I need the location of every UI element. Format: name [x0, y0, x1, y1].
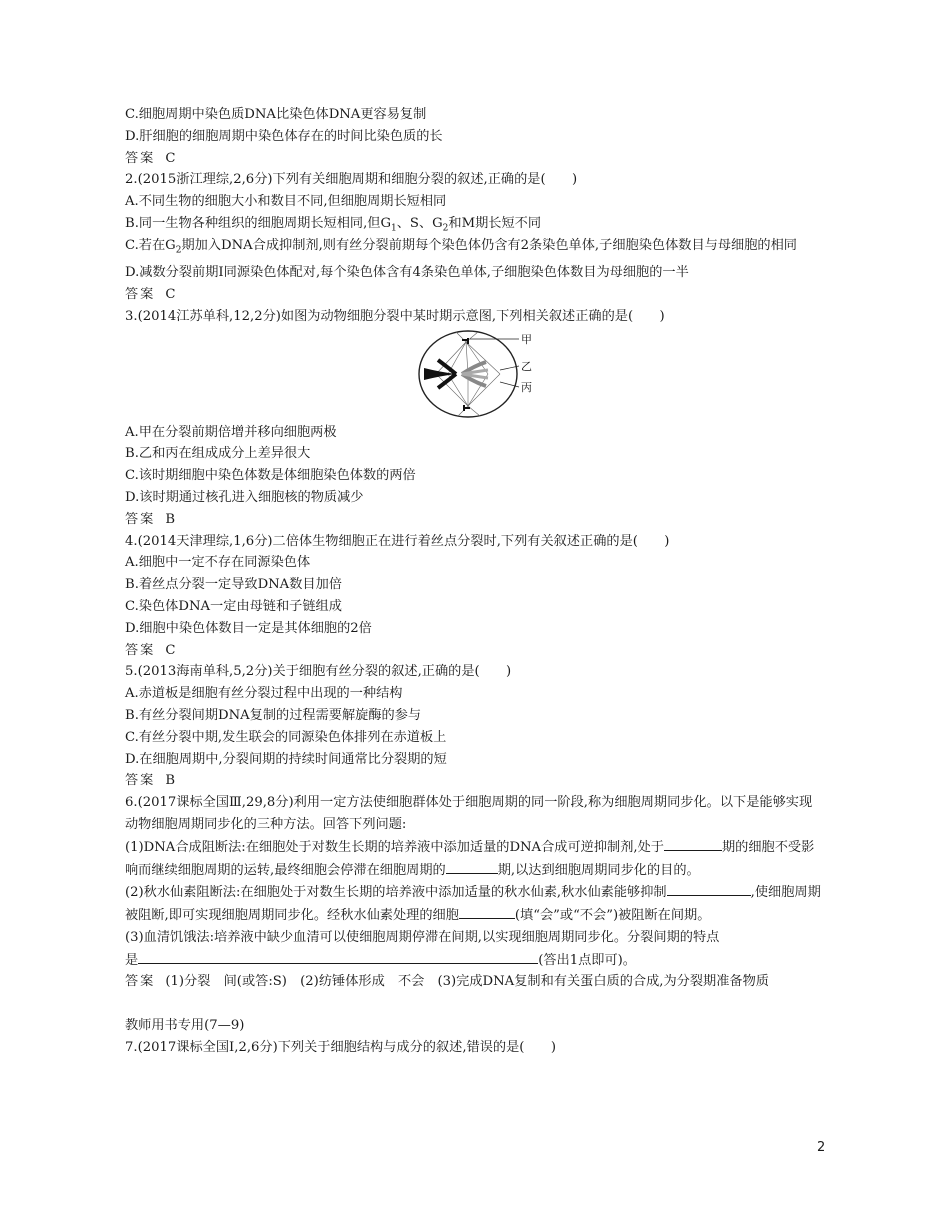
answer-blank[interactable]	[459, 904, 515, 919]
answer-value: B	[165, 773, 176, 789]
q2-option-c-part: C.若在G	[125, 237, 176, 253]
subscript: 1	[390, 223, 397, 234]
q3-option-b: B.乙和丙在组成成分上差异很大	[125, 446, 311, 462]
cell-division-figure	[125, 328, 825, 422]
answer-blank[interactable]	[138, 949, 538, 964]
q4-option-d: D.细胞中染色体数目一定是其体细胞的2倍	[125, 620, 372, 636]
q4-option-b: B.着丝点分裂一定导致DNA数目加倍	[125, 577, 342, 593]
q5-option-c: C.有丝分裂中期,发生联会的同源染色体排列在赤道板上	[125, 729, 447, 745]
q2-option-b-part: 、S、G	[396, 215, 443, 231]
q5-option-d: D.在细胞周期中,分裂间期的持续时间通常比分裂期的短	[125, 751, 447, 767]
answer-value: C	[165, 642, 176, 658]
q6-part-3: (3)血清饥饿法:培养液中缺少血清可以使细胞周期停滞在间期,以实现细胞周期同步化。分裂间期的特点	[125, 929, 720, 945]
q4-option-a: A.细胞中一定不存在同源染色体	[125, 555, 311, 571]
q1-option-c: C.细胞周期中染色质DNA比染色体DNA更容易复制	[125, 107, 427, 122]
q5-stem: 5.(2013海南单科,5,2分)关于细胞有丝分裂的叙述,正确的是( )	[125, 664, 512, 680]
q6-part-2-text: ,使细胞周期被阻断,即可实现细胞周期同步化。经秋水仙素处理的细胞	[125, 885, 821, 924]
answer-label: 答案	[125, 642, 156, 658]
q2-stem: 2.(2015浙江理综,2,6分)下列有关细胞周期和细胞分裂的叙述,正确的是( )	[125, 172, 578, 188]
answer-label: 答案	[125, 973, 156, 989]
q2-option-d: D.减数分裂前期Ⅰ同源染色体配对,每个染色体含有4条染色单体,子细胞染色体数目为母细胞的一半	[125, 265, 689, 281]
q6-part-2	[125, 881, 825, 927]
q6-stem: 6.(2017课标全国Ⅲ,29,8分)利用一定方法使细胞群体处于细胞周期的同一阶段,称为细胞周期同步化。以下是能够实现动物细胞周期同步化的三种方法。回答下列问题:	[125, 795, 813, 832]
answer-value: C	[165, 287, 176, 303]
subscript: 2	[442, 223, 449, 234]
q2-option-c	[125, 235, 825, 262]
q2-option-c-part: 期加入DNA合成抑制剂,则有丝分裂前期每个染色体仍含有2条染色单体,子细胞染色体数目与母细胞的相同	[181, 237, 797, 253]
answer-value: C	[165, 150, 176, 166]
subscript: 2	[175, 245, 182, 256]
q3-option-a: A.甲在分裂前期倍增并移向细胞两极	[125, 424, 337, 440]
q3-stem: 3.(2014江苏单科,12,2分)如图为动物细胞分裂中某时期示意图,下列相关叙述正确的是( )	[125, 308, 665, 324]
answer-value: (1)分裂 间(或答:S) (2)纺锤体形成 不会 (3)完成DNA复制和有关蛋白质的合成,为分裂期准备物质	[165, 973, 769, 989]
q6-part-3-text: 是	[125, 952, 139, 968]
chromosome-dark	[424, 360, 456, 388]
q3-option-c: C.该时期细胞中染色体数是体细胞染色体数的两倍	[125, 468, 416, 484]
q2-option-b	[125, 213, 825, 235]
q6-part-2-text: (2)秋水仙素阻断法:在细胞处于对数生长期的培养液中添加适量的秋水仙素,秋水仙素能够抑制	[125, 885, 667, 901]
q4-stem: 4.(2014天津理综,1,6分)二倍体生物细胞正在进行着丝点分裂时,下列有关叙述正确的是( )	[125, 533, 670, 549]
q3-answer	[125, 509, 825, 531]
q2-option-a: A.不同生物的细胞大小和数目不同,但细胞周期长短相同	[125, 194, 447, 210]
q6-part-1-text: 期,以达到细胞周期同步化的目的。	[497, 862, 700, 878]
label-jia: 甲	[521, 332, 532, 346]
q6-part-1-text: (1)DNA合成阻断法:在细胞处于对数生长期的培养液中添加适量的DNA合成可逆抑制剂,处于	[125, 839, 664, 855]
q4-answer	[125, 640, 825, 662]
cell-diagram	[416, 328, 546, 420]
q6-part-3-cont	[125, 949, 825, 971]
q2-option-b-part: B.同一生物各种组织的细胞周期长短相同,但G	[125, 215, 391, 231]
document-body	[125, 104, 825, 1059]
chromosome-light	[462, 362, 488, 386]
q1-option-d: D.肝细胞的细胞周期中染色体存在的时间比染色质的长	[125, 128, 443, 144]
answer-blank[interactable]	[446, 859, 498, 874]
answer-blank[interactable]	[667, 881, 751, 896]
answer-label: 答案	[125, 511, 156, 527]
label-yi: 乙	[521, 359, 532, 373]
q1-answer	[125, 148, 825, 170]
q5-option-b: B.有丝分裂间期DNA复制的过程需要解旋酶的参与	[125, 707, 422, 723]
label-bing: 丙	[521, 380, 532, 394]
q6-part-3-text: (答出1点即可)。	[538, 952, 636, 968]
q2-answer	[125, 284, 825, 306]
q6-part-1	[125, 836, 825, 882]
q3-option-d: D.该时期通过核孔进入细胞核的物质减少	[125, 490, 364, 505]
q6-part-1-text: 期的细胞不受影响而继续细胞周期的运转,最终细胞会停滞在细胞周期的	[125, 839, 815, 878]
answer-value: B	[165, 511, 176, 527]
q6-part-2-text: (填“会”或“不会”)被阻断在间期。	[514, 908, 711, 924]
page-number: 2	[817, 1140, 826, 1155]
answer-blank[interactable]	[664, 836, 722, 851]
q5-option-a: A.赤道板是细胞有丝分裂过程中出现的一种结构	[125, 686, 403, 702]
q6-answer	[125, 971, 825, 993]
answer-label: 答案	[125, 150, 156, 166]
answer-label: 答案	[125, 773, 156, 789]
q2-option-b-part: 和M期长短不同	[448, 215, 542, 231]
spacer	[125, 992, 825, 1015]
q4-option-c: C.染色体DNA一定由母链和子链组成	[125, 598, 342, 614]
q5-answer	[125, 770, 825, 792]
teacher-section-heading: 教师用书专用(7—9)	[125, 1018, 245, 1034]
q7-stem: 7.(2017课标全国Ⅰ,2,6分)下列关于细胞结构与成分的叙述,错误的是( )	[125, 1040, 556, 1056]
answer-label: 答案	[125, 287, 156, 303]
